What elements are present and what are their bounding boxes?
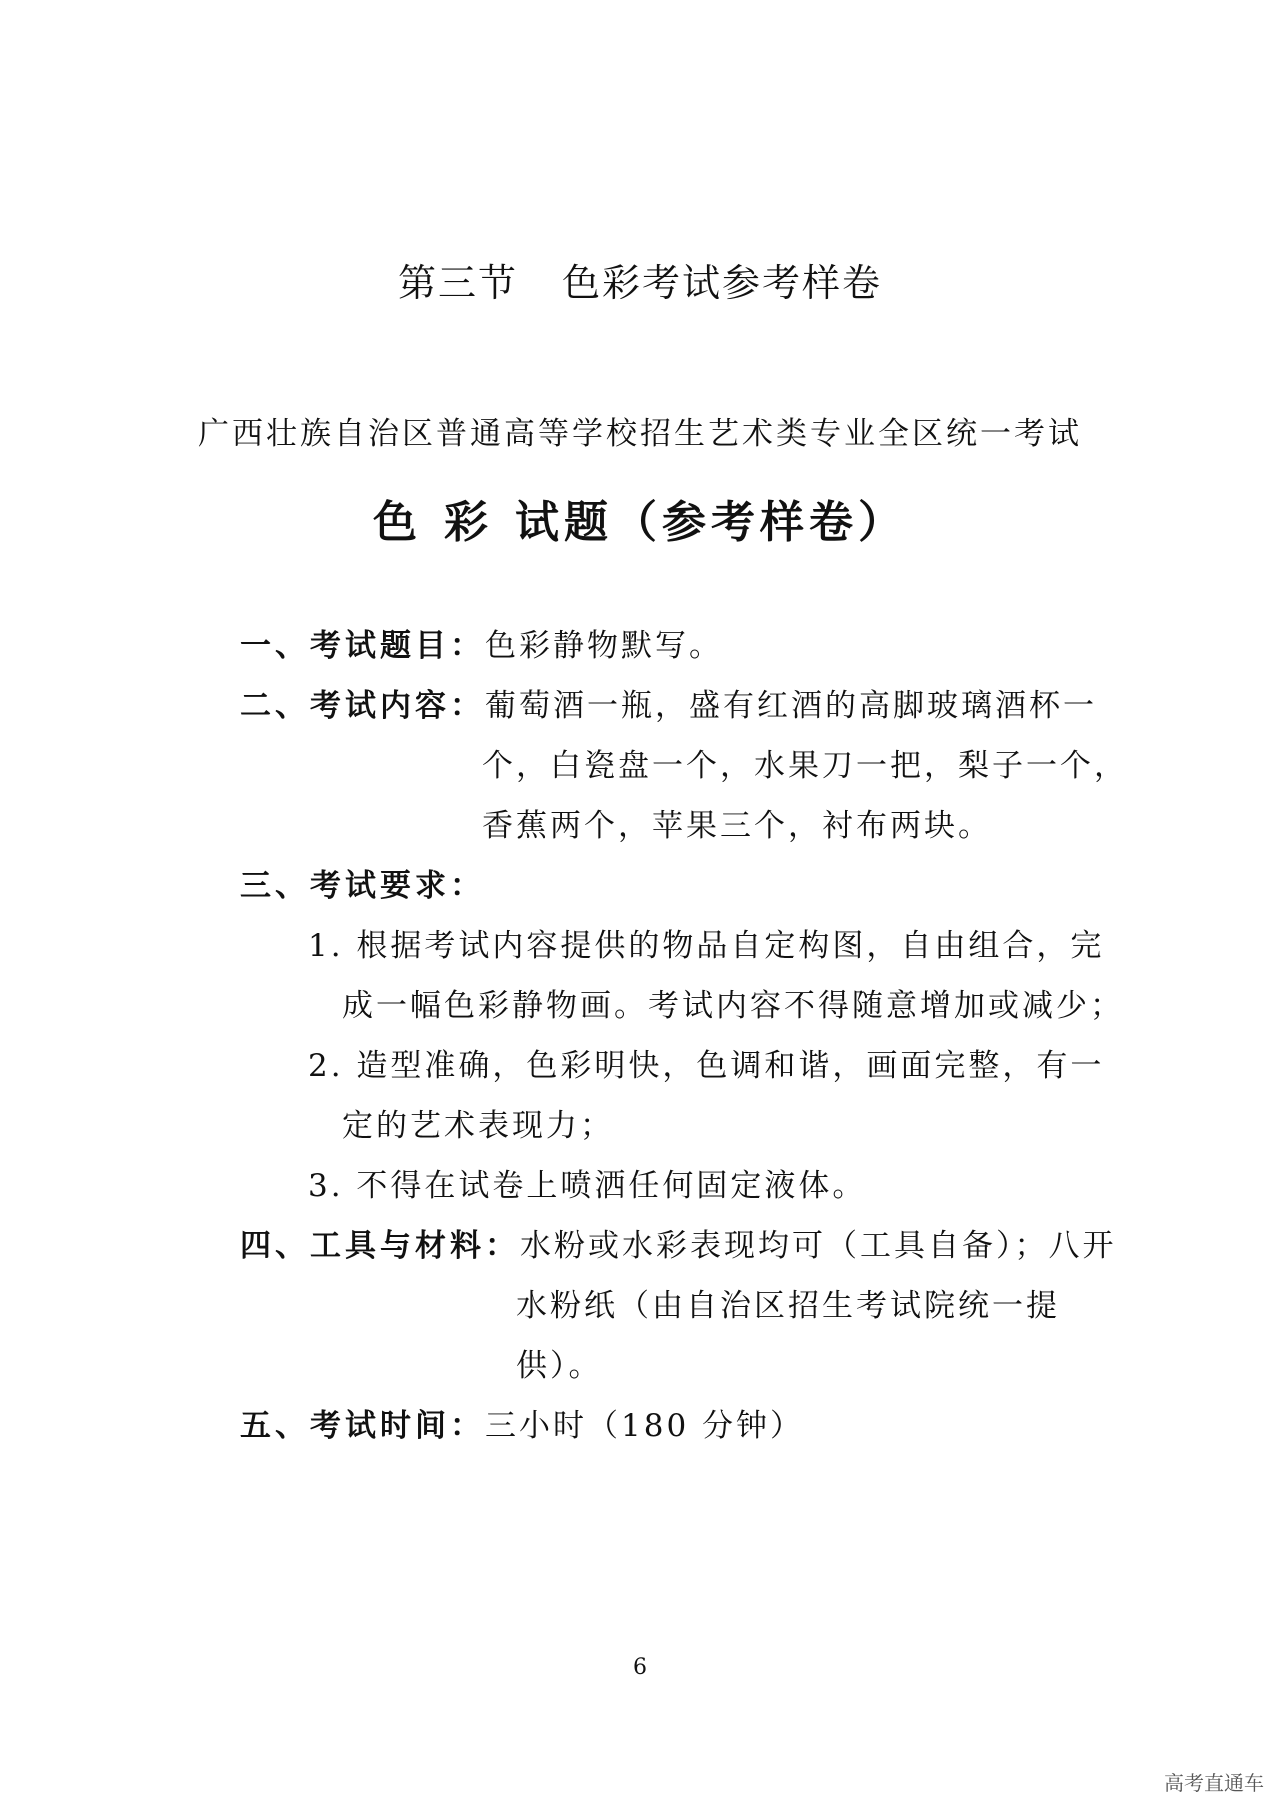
item-five-text: 三小时（180 分钟） [485, 1408, 805, 1444]
section-heading [0, 252, 1280, 307]
item-one-text: 色彩静物默写。 [485, 628, 723, 664]
page-number: 6 [633, 1655, 647, 1680]
requirement-2-line-1: 2. 造型准确，色彩明快，色调和谐，画面完整，有一 [308, 1048, 1105, 1084]
item-four-label: 四、工具与材料： [240, 1228, 520, 1264]
item-five-line [240, 1400, 804, 1445]
item-one-label: 一、考试题目： [240, 628, 485, 664]
item-four-line-1 [240, 1220, 1117, 1265]
exam-main-title [0, 486, 1280, 550]
item-two-label: 二、考试内容： [240, 688, 485, 724]
item-four-line-3: 供）。 [516, 1348, 603, 1384]
item-two-line-1 [240, 680, 1097, 725]
section-number: 第三节 [397, 261, 518, 305]
item-three-label: 三、考试要求： [240, 868, 485, 904]
requirement-2-line-2: 定的艺术表现力； [342, 1108, 614, 1144]
item-four-line-2: 水粉纸（由自治区招生考试院统一提 [516, 1288, 1060, 1324]
requirement-3-line: 3. 不得在试卷上喷洒任何固定液体。 [308, 1168, 867, 1204]
main-title-part-1: 色 [373, 497, 422, 548]
watermark-text: 高考直通车 [1164, 1771, 1264, 1795]
item-five-label: 五、考试时间： [240, 1408, 485, 1444]
exam-subtitle: 广西壮族自治区普通高等学校招生艺术类专业全区统一考试 [198, 416, 1082, 452]
main-title-part-3: 试题（参考样卷） [515, 497, 907, 548]
item-two-text-1: 葡萄酒一瓶，盛有红酒的高脚玻璃酒杯一 [485, 688, 1097, 724]
item-two-line-2: 个，白瓷盘一个，水果刀一把，梨子一个， [482, 748, 1128, 784]
section-title: 色彩考试参考样卷 [562, 261, 883, 305]
requirement-1-line-1: 1. 根据考试内容提供的物品自定构图，自由组合，完 [308, 928, 1105, 964]
item-two-line-3: 香蕉两个，苹果三个，衬布两块。 [482, 808, 992, 844]
item-three-line [240, 860, 485, 905]
item-one-line [240, 620, 723, 665]
requirement-1-line-2: 成一幅色彩静物画。考试内容不得随意增加或减少； [342, 988, 1124, 1024]
item-four-text-1: 水粉或水彩表现均可（工具自备）；八开 [520, 1228, 1117, 1264]
main-title-part-2: 彩 [444, 497, 493, 548]
